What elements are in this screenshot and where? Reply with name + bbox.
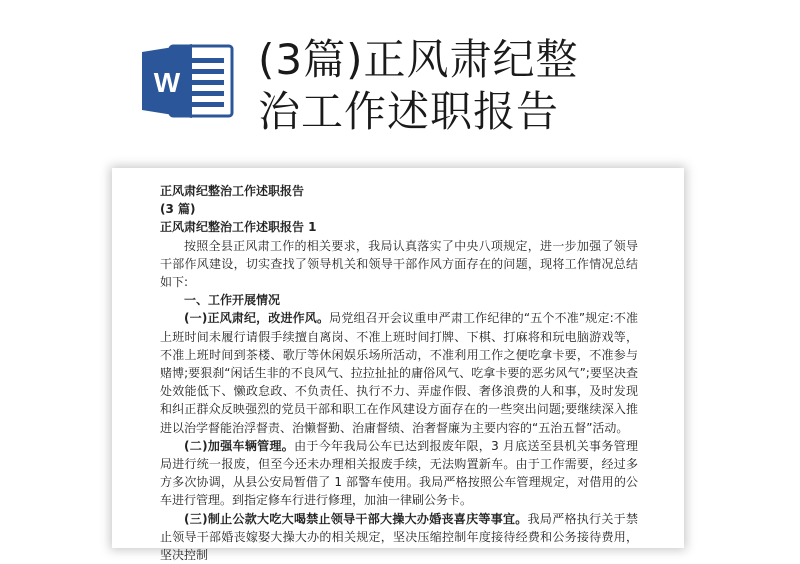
page-title xyxy=(258,34,778,138)
doc-item-1-text: 局党组召开会议重申严肃工作纪律的“五个不准”规定:不准上班时间未履行请假手续擅自离岗、不准上班时间打牌、下棋、打麻将和玩电脑游戏等，不准上班时间到茶楼、歌厅等休闲娱乐场所活动，不准利用工作之便吃拿卡要，不准参与赌博;要狠刹“闲话生非的不良风气、拉拉扯扯的庸俗风气、吃拿卡要的恶劣风气”;要坚决查处效能低下、懒政怠政、不负责任、执行不力、弄虚作假、奢侈浪费的人和事，及时发现和纠正群众反映强烈的党员干部和职工在作风建设方面存在的一些突出问题;要继续深入推进以治学督能治浮督责、治懒督勤、治庸督绩、治奢督廉为主要内容的“五治五督”活动。 xyxy=(160,311,638,435)
title-line-1: (3篇)正风肃纪整 xyxy=(258,35,579,84)
word-document-icon xyxy=(140,42,236,120)
doc-item-3 xyxy=(160,510,638,564)
doc-item-3-title: (三)制止公款大吃大喝禁止领导干部大操大办婚丧喜庆等事宜。 xyxy=(184,511,528,526)
doc-heading-1: 一、工作开展情况 xyxy=(184,293,281,308)
header xyxy=(0,0,800,165)
word-icon-letter: W xyxy=(153,67,181,98)
doc-intro: 按照全县正风肃工作的相关要求，我局认真落实了中央八项规定，进一步加强了领导干部作风建设，切实查找了领导机关和领导干部作风方面存在的问题，现将工作情况总结如下: xyxy=(160,238,638,290)
doc-item-3-text: 我局严格执行关于禁止领导干部婚丧嫁娶大操大办的相关规定，坚决压缩控制年度接待经费和公务接待费用，坚决控制 xyxy=(160,511,638,563)
doc-item-2-text: 由于今年我局公车已达到报废年限，3 月底送至县机关事务管理局进行统一报废，但至今还未办理相关报废手续，无法购置新车。由于工作需要，经过多方多次协调，从县公安局暂借了 1 部警车使用。我局严格按照公车管理规定，对借用的公车进行管理。到指定修车行进行修理，加油一律刷公务卡。 xyxy=(160,438,638,508)
document-body xyxy=(160,182,638,564)
doc-title: 正风肃纪整治工作述职报告 xyxy=(160,184,305,198)
doc-item-1-title: (一)正风肃纪，改进作风。 xyxy=(184,311,330,326)
doc-item-2-title: (二)加强车辆管理。 xyxy=(184,438,295,453)
document-page xyxy=(112,168,684,563)
title-line-2: 治工作述职报告 xyxy=(258,87,560,136)
doc-item-2 xyxy=(160,437,638,510)
doc-section-title: 正风肃纪整治工作述职报告 1 xyxy=(160,220,317,235)
doc-item-1 xyxy=(160,309,638,436)
doc-subtitle: (3 篇) xyxy=(160,202,196,217)
